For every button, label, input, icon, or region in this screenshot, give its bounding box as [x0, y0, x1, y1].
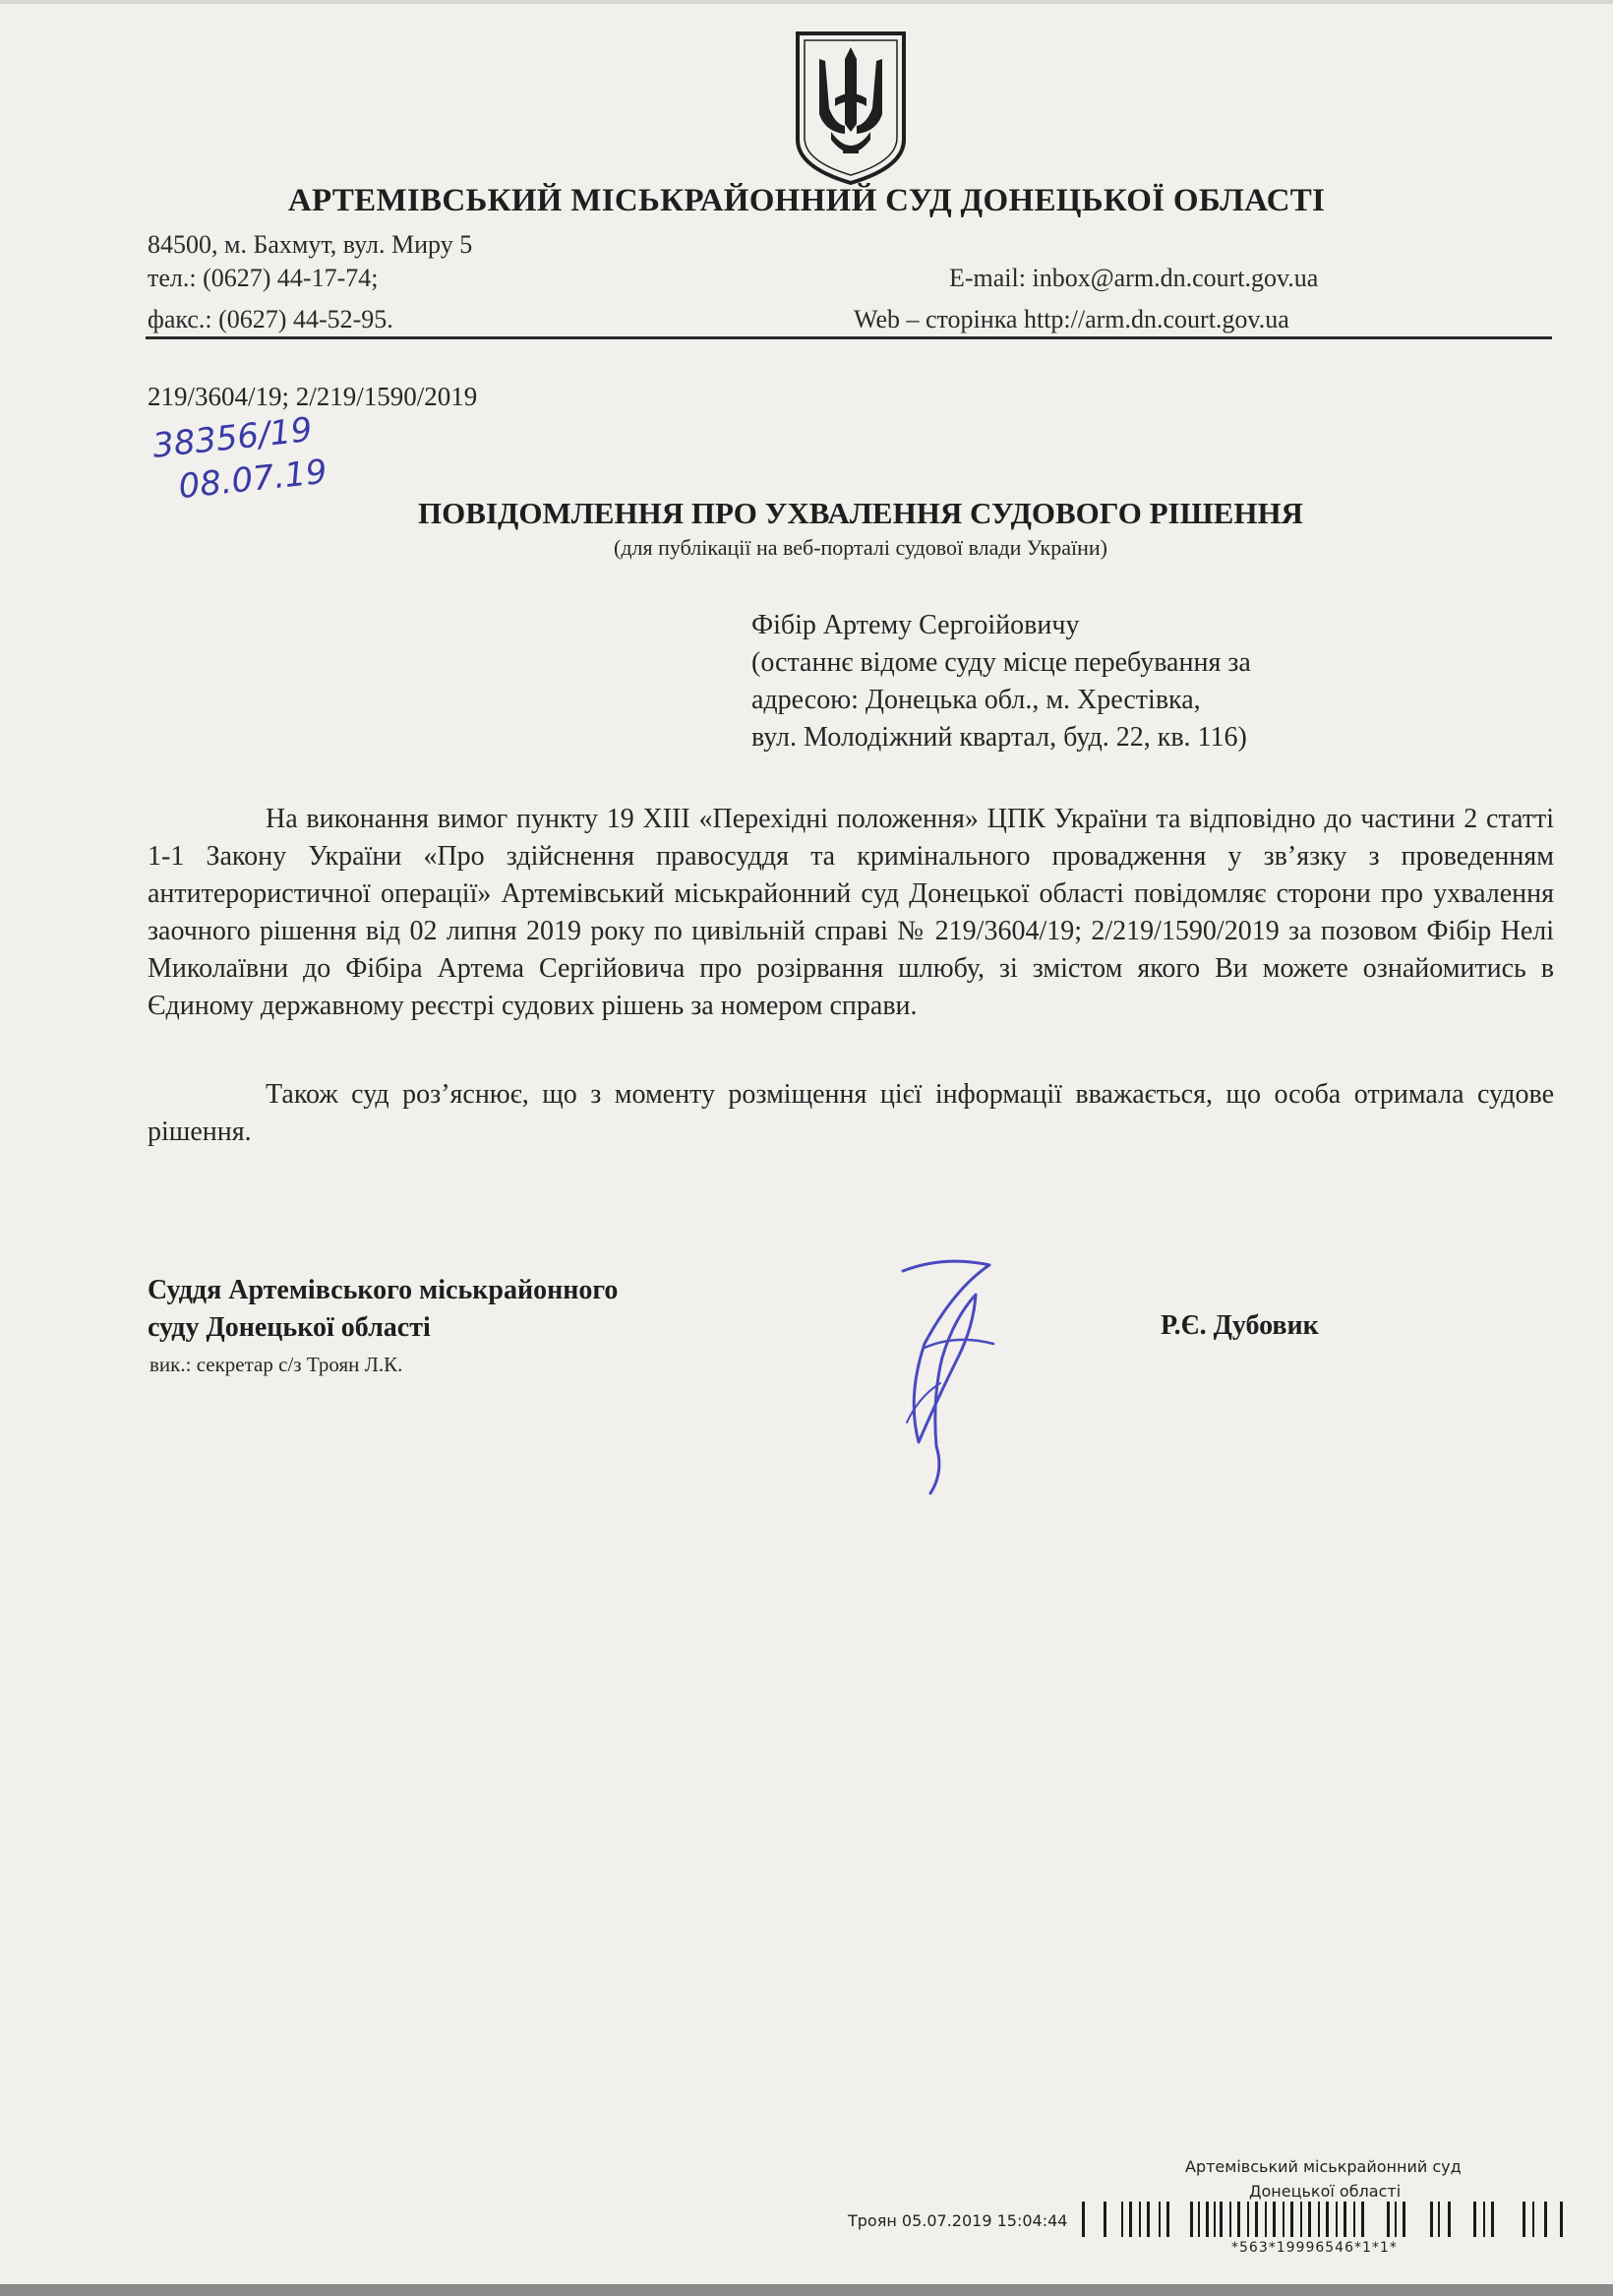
- case-numbers: 219/3604/19; 2/219/1590/2019: [148, 382, 478, 411]
- court-website: Web – сторінка http://arm.dn.court.gov.ua: [854, 305, 1289, 333]
- notice-subtitle: (для публікації на веб-порталі судової влади України): [614, 535, 1107, 560]
- handwritten-signature: [885, 1249, 1013, 1495]
- registration-number: 38356/19: [150, 409, 315, 466]
- barcode-number: *563*19996546*1*1*: [1231, 2240, 1398, 2256]
- header-divider: [146, 336, 1552, 339]
- notice-body-paragraph: Також суд роз’яснює, що з моменту розміщення цієї інформації вважається, що особа отримала судове рішення.: [148, 1079, 1554, 1147]
- judge-title: суду Донецької області: [148, 1312, 431, 1343]
- judge-title: Суддя Артемівського міськрайонного: [148, 1275, 619, 1305]
- addressee-address-line: вул. Молодіжний квартал, буд. 22, кв. 116): [751, 722, 1247, 753]
- registry-stamp-region: Донецької області: [1249, 2182, 1402, 2201]
- barcode-icon: [1082, 2202, 1566, 2237]
- court-email: E-mail: inbox@arm.dn.court.gov.ua: [949, 264, 1319, 292]
- addressee-name: Фібір Артему Сергоійовичу: [751, 610, 1080, 640]
- judge-name: Р.Є. Дубовик: [1161, 1310, 1319, 1341]
- notice-body-paragraph: На виконання вимог пункту 19 ХIII «Перехідні положення» ЦПК України та відповідно до частини 2 статті 1-1 Закону України «Про здійснення правосуддя та кримінального провадження у зв’язку з проведенням антитерористичної операції» Артемівський міськрайонний суд Донецької області повідомляє сторони про ухвалення заочного рішення від 02 липня 2019 року по цивільній справі № 219/3604/19; 2/219/1590/2019 за позовом Фібір Нелі Миколаївни до Фібіра Артема Сергійовича про розірвання шлюбу, зі змістом якого Ви можете ознайомитись в Єдиному державному реєстрі судових рішень за номером справи.: [148, 804, 1554, 1021]
- court-address: 84500, м. Бахмут, вул. Миру 5: [148, 230, 473, 259]
- registry-stamp-meta: Троян 05.07.2019 15:04:44: [848, 2211, 1068, 2230]
- court-fax: факс.: (0627) 44-52-95.: [148, 305, 393, 333]
- secretary-note: вик.: секретар с/з Троян Л.К.: [149, 1353, 403, 1376]
- addressee-address-line: адресою: Донецька обл., м. Хрестівка,: [751, 685, 1201, 715]
- scan-edge-top: [0, 0, 1613, 4]
- notice-title: ПОВІДОМЛЕННЯ ПРО УХВАЛЕННЯ СУДОВОГО РІШЕННЯ: [418, 496, 1303, 530]
- trident-emblem-icon: [792, 30, 910, 185]
- scan-edge-bottom: [0, 2284, 1613, 2296]
- court-name: АРТЕМІВСЬКИЙ МІСЬКРАЙОННИЙ СУД ДОНЕЦЬКОЇ ОБЛАСТІ: [287, 183, 1326, 218]
- registration-date: 08.07.19: [176, 452, 329, 508]
- registry-stamp-court: Артемівський міськрайонний суд: [1185, 2157, 1462, 2176]
- addressee-address-line: (останнє відоме суду місце перебування за: [751, 647, 1251, 678]
- court-phone: тел.: (0627) 44-17-74;: [148, 264, 379, 292]
